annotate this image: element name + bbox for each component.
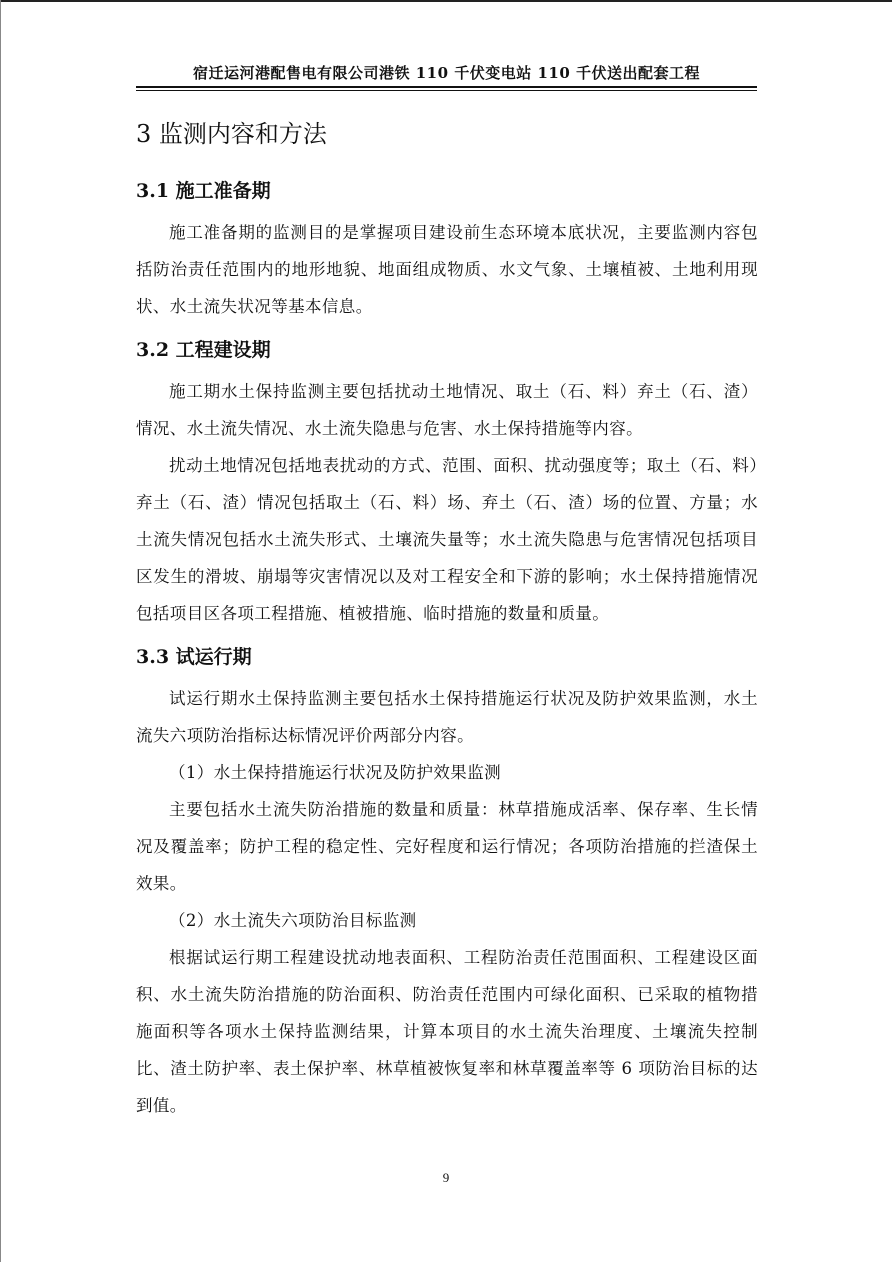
section-heading: 3.1 施工准备期: [136, 180, 271, 202]
section-3-1: [136, 172, 758, 325]
running-header: 宿迁运河港配售电有限公司港铁 110 千伏变电站 110 千伏送出配套工程: [192, 64, 700, 82]
document-body: [136, 112, 758, 1124]
page-left-border: [0, 0, 1, 1262]
section-heading: 3.3 试运行期: [136, 646, 252, 668]
section-heading: 3.2 工程建设期: [136, 339, 271, 361]
section-3-3: [136, 638, 758, 1124]
list-item-heading: （1）水土保持措施运行状况及防护效果监测: [169, 763, 501, 782]
header-rule-thin: [136, 90, 757, 91]
paragraph: 主要包括水土流失防治措施的数量和质量：林草措施成活率、保存率、生长情况及覆盖率；防护工程的稳定性、完好程度和运行情况；各项防治措施的拦渣保土效果。: [136, 800, 758, 893]
paragraph: 根据试运行期工程建设扰动地表面积、工程防治责任范围面积、工程建设区面积、水土流失防治措施的防治面积、防治责任范围内可绿化面积、已采取的植物措施面积等各项水土保持监测结果，计算本项目的水土流失治理度、土壤流失控制比、渣土防护率、表土保护率、林草植被恢复率和林草覆盖率等 6 项防治目标的达到值。: [136, 948, 758, 1115]
header-rule: [136, 86, 757, 88]
page-number: 9: [442, 1170, 450, 1185]
paragraph: 施工期水土保持监测主要包括扰动土地情况、取土（石、料）弃土（石、渣）情况、水土流失情况、水土流失隐患与危害、水土保持措施等内容。: [136, 382, 758, 438]
chapter-title: 3 监测内容和方法: [136, 120, 327, 148]
page-top-border: [0, 0, 892, 2]
list-item-heading: （2）水土流失六项防治目标监测: [169, 911, 417, 930]
paragraph: 扰动土地情况包括地表扰动的方式、范围、面积、扰动强度等；取土（石、料）弃土（石、渣）情况包括取土（石、料）场、弃土（石、渣）场的位置、方量；水土流失情况包括水土流失形式、土壤流失量等；水土流失隐患与危害情况包括项目区发生的滑坡、崩塌等灾害情况以及对工程安全和下游的影响；水土保持措施情况包括项目区各项工程措施、植被措施、临时措施的数量和质量。: [136, 456, 758, 623]
section-3-2: [136, 331, 758, 632]
paragraph: 施工准备期的监测目的是掌握项目建设前生态环境本底状况，主要监测内容包括防治责任范围内的地形地貌、地面组成物质、水文气象、土壤植被、土地利用现状、水土流失状况等基本信息。: [136, 223, 758, 316]
paragraph: 试运行期水土保持监测主要包括水土保持措施运行状况及防护效果监测，水土流失六项防治指标达标情况评价两部分内容。: [136, 689, 758, 745]
